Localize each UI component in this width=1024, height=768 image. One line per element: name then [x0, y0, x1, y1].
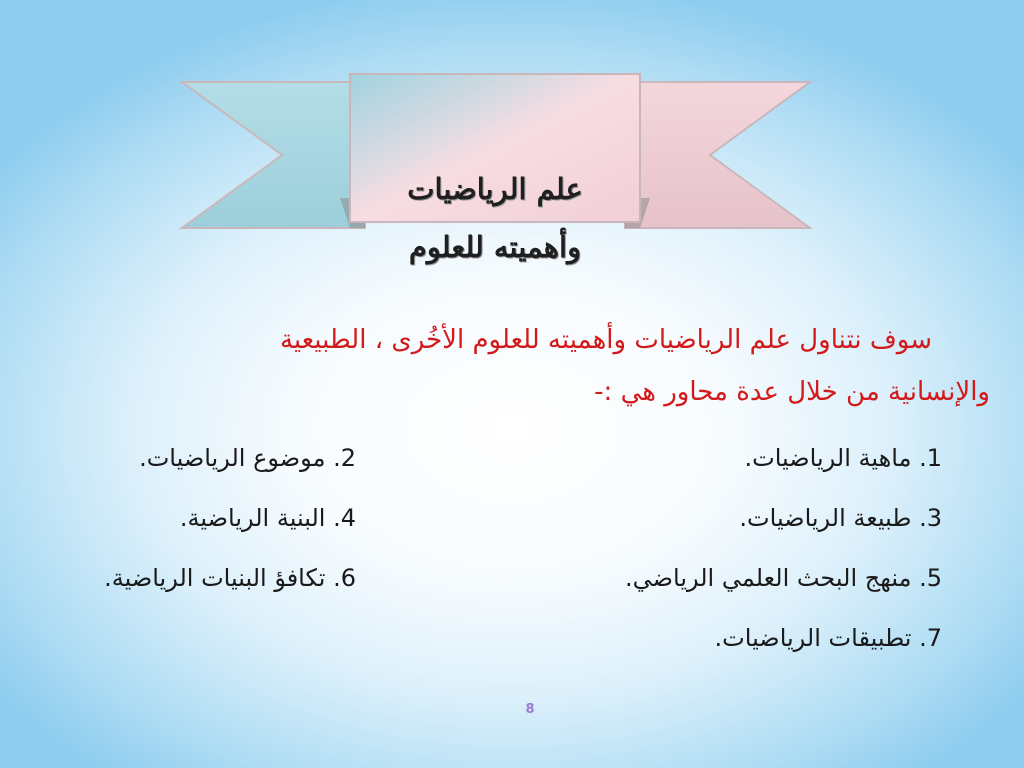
list-item	[745, 441, 943, 475]
list-item-text: تكافؤ البنيات الرياضية.	[104, 564, 326, 592]
ribbon-left-tail	[182, 82, 365, 228]
list-item	[139, 441, 356, 475]
list-item-text: ماهية الرياضيات.	[744, 444, 912, 472]
intro-paragraph	[60, 314, 990, 418]
list-item	[739, 501, 942, 535]
list-item-number: 2.	[333, 444, 356, 472]
list-item-number: 7.	[919, 624, 942, 652]
list-item-text: طبيعة الرياضيات.	[739, 504, 912, 532]
list-item-number: 6.	[333, 564, 356, 592]
list-item-number: 4.	[333, 504, 356, 532]
list-item	[104, 561, 356, 595]
page-number: 8	[525, 702, 535, 717]
list-item-number: 3.	[919, 504, 942, 532]
list-item-text: منهج البحث العلمي الرياضي.	[625, 564, 912, 592]
banner-title	[340, 160, 650, 276]
list-item-number: 5.	[919, 564, 942, 592]
list-item	[180, 501, 356, 535]
list-item	[715, 621, 942, 655]
list-item-text: تطبيقات الرياضيات.	[714, 624, 912, 652]
list-item-number: 1.	[919, 444, 942, 472]
list-item-text: موضوع الرياضيات.	[139, 444, 326, 472]
banner-title-line1: علم الرياضيات	[407, 172, 583, 206]
banner-title-line2: وأهميته للعلوم	[408, 230, 582, 264]
list-item	[625, 561, 942, 595]
list-item-text: البنية الرياضية.	[179, 504, 326, 532]
intro-line2: والإنسانية من خلال عدة محاور هي :-	[594, 377, 990, 407]
ribbon-right-tail	[625, 82, 810, 228]
intro-line1: سوف نتناول علم الرياضيات وأهميته للعلوم الأخُرى ، الطبيعية	[279, 325, 932, 355]
title-banner	[170, 68, 820, 264]
